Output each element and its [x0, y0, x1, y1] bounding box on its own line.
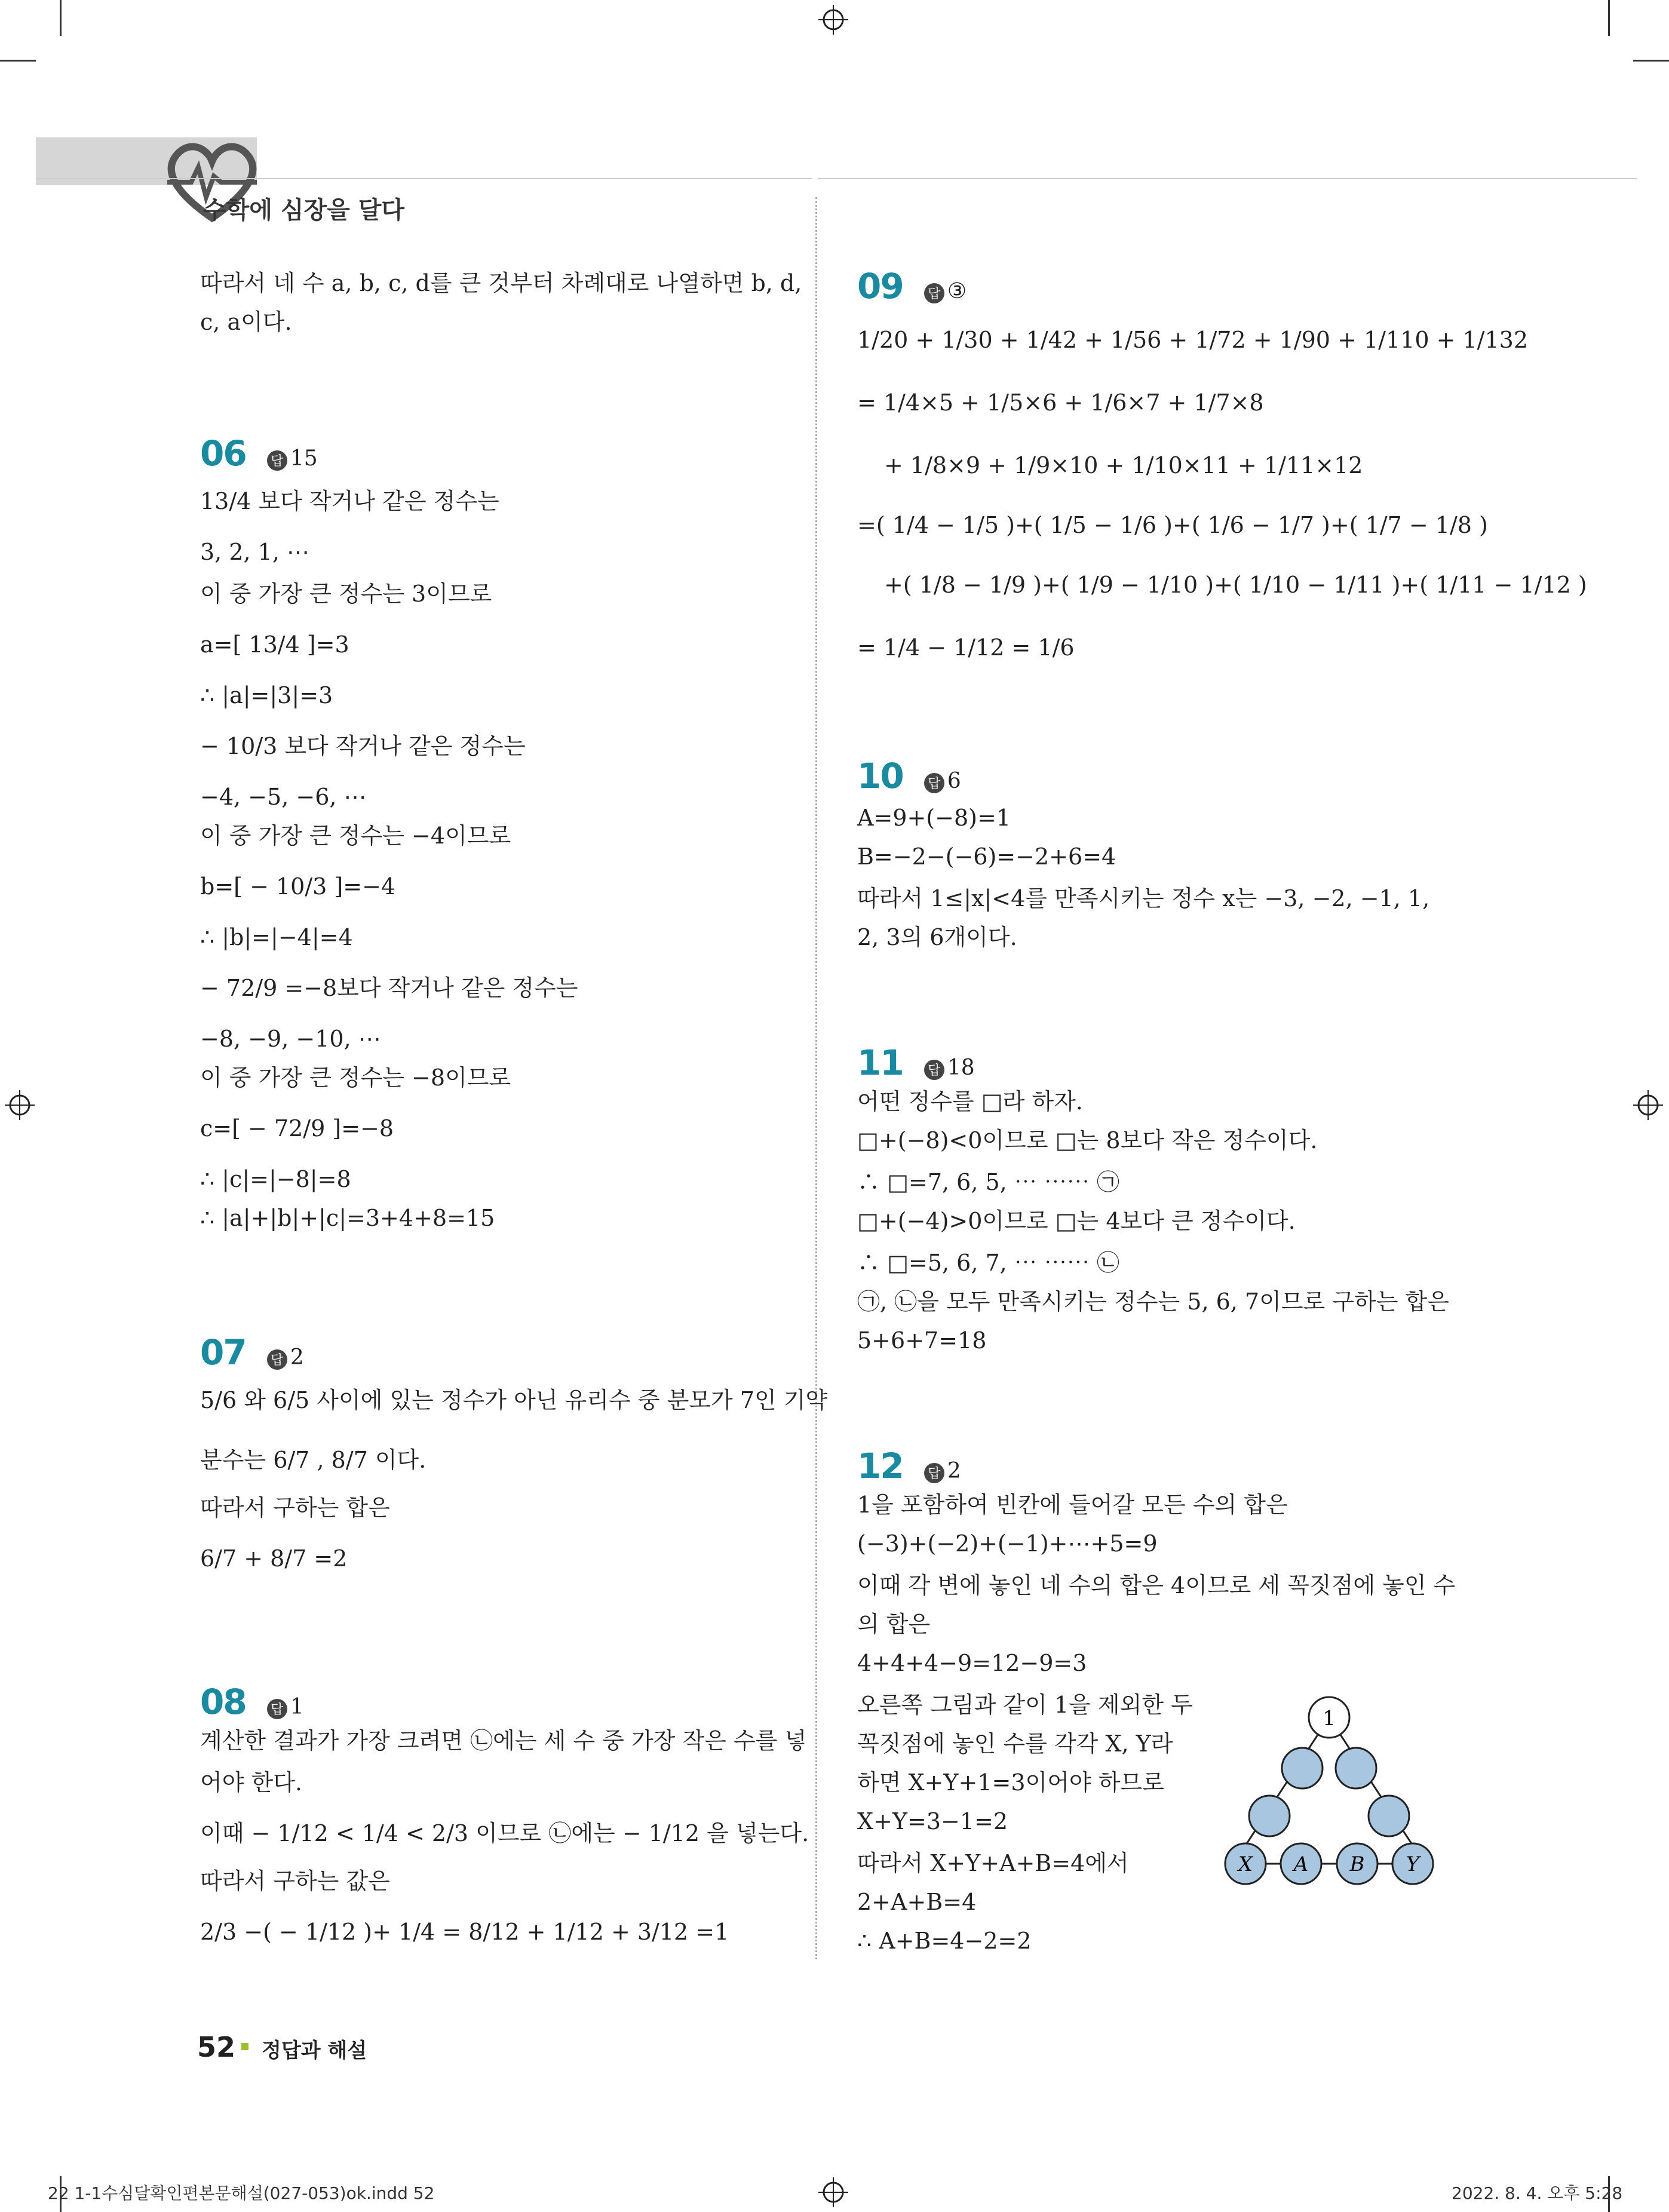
text-line: 따라서 구하는 값은 — [200, 1868, 390, 1894]
text-line: c, a이다. — [200, 309, 292, 335]
text-line: 오른쪽 그림과 같이 1을 제외한 두 — [857, 1692, 1193, 1718]
answer-value: 6 — [947, 769, 961, 793]
problem-number: 11 — [857, 1042, 903, 1083]
answer-value: 2 — [290, 1345, 304, 1370]
text-line: a=[ 13/4 ]=3 — [200, 631, 349, 658]
text-line: − 72/9 =−8보다 작거나 같은 정수는 — [200, 975, 578, 1001]
problem-number: 12 — [857, 1446, 903, 1486]
text-line: 따라서 X+Y+A+B=4에서 — [857, 1850, 1129, 1876]
text-line: = 1/4×5 + 1/5×6 + 1/6×7 + 1/7×8 — [857, 389, 1264, 416]
text-line: 2+A+B=4 — [857, 1889, 977, 1915]
text-line: 계산한 결과가 가장 크려면 ㉡에는 세 수 중 가장 작은 수를 넣 — [200, 1728, 807, 1754]
text-line: □+(−4)>0이므로 □는 4보다 큰 정수이다. — [857, 1208, 1296, 1234]
node-blank — [1369, 1796, 1409, 1836]
text-line: 2, 3의 6개이다. — [857, 924, 1017, 950]
answer-badge-icon: 답 — [267, 450, 287, 471]
answer-value: 1 — [290, 1695, 304, 1719]
text-line: 이 중 가장 큰 정수는 −4이므로 — [200, 823, 511, 849]
text-line: 1을 포함하여 빈칸에 들어갈 모든 수의 합은 — [857, 1492, 1288, 1518]
footer-label: 정답과 해설 — [262, 2039, 367, 2063]
header-rule — [36, 178, 812, 179]
text-line: X+Y=3−1=2 — [857, 1808, 1008, 1834]
slug-timestamp: 2022. 8. 4. 오후 5:28 — [1452, 2183, 1623, 2203]
answer-badge-icon: 답 — [924, 773, 944, 793]
text-line: 이 중 가장 큰 정수는 3이므로 — [200, 581, 492, 607]
header-title: 수학에 심장을 달다 — [203, 197, 404, 224]
node-blank — [1336, 1748, 1376, 1788]
answer-badge-icon: 답 — [924, 283, 944, 303]
text-line: 이때 − 1/12 < 1/4 < 2/3 이므로 ㉡에는 − 1/12 을 넣는다. — [200, 1820, 809, 1846]
text-line: □+(−8)<0이므로 □는 8보다 작은 정수이다. — [857, 1127, 1318, 1153]
crop-mark — [0, 60, 36, 62]
text-line: ㉠, ㉡을 모두 만족시키는 정수는 5, 6, 7이므로 구하는 합은 — [857, 1288, 1449, 1315]
text-line: ∴ |a|+|b|+|c|=3+4+8=15 — [200, 1205, 495, 1231]
header-rule — [818, 178, 1637, 179]
problem-number: 09 — [857, 266, 903, 306]
text-line: 13/4 보다 작거나 같은 정수는 — [200, 488, 499, 514]
text-line: =( 1/4 − 1/5 )+( 1/5 − 1/6 )+( 1/6 − 1/7 )+( 1/7 − 1/8 ) — [857, 512, 1488, 538]
text-line: 이 중 가장 큰 정수는 −8이므로 — [200, 1064, 511, 1091]
answer-value: 18 — [947, 1056, 975, 1080]
text-line: 5+6+7=18 — [857, 1327, 987, 1354]
text-line: 꼭짓점에 놓인 수를 각각 X, Y라 — [857, 1731, 1173, 1757]
registration-mark-icon — [1633, 1090, 1663, 1120]
text-line: −4, −5, −6, ⋯ — [200, 784, 367, 810]
problem-number: 10 — [857, 756, 903, 796]
text-line: 3, 2, 1, ⋯ — [200, 539, 310, 565]
text-line: + 1/8×9 + 1/9×10 + 1/10×11 + 1/11×12 — [884, 452, 1363, 478]
crop-mark — [60, 0, 62, 36]
node-x-label: X — [1238, 1852, 1253, 1876]
text-line: ∴ A+B=4−2=2 — [857, 1928, 1032, 1954]
text-line: (−3)+(−2)+(−1)+⋯+5=9 — [857, 1530, 1158, 1557]
text-line: ∴ □=7, 6, 5, ⋯ ⋯⋯ ㉠ — [857, 1169, 1119, 1195]
text-line: 분수는 6/7 , 8/7 이다. — [200, 1447, 427, 1473]
problem-number: 07 — [200, 1332, 246, 1373]
answer-badge-icon: 답 — [924, 1060, 944, 1080]
text-line: B=−2−(−6)=−2+6=4 — [857, 843, 1116, 870]
crop-mark — [1608, 0, 1610, 36]
crop-mark — [1633, 60, 1669, 62]
text-line: +( 1/8 − 1/9 )+( 1/9 − 1/10 )+( 1/10 − 1/11 )+( 1/11 − 1/12 ) — [884, 572, 1587, 598]
text-line: 어야 한다. — [200, 1769, 302, 1796]
registration-mark-icon — [818, 5, 848, 35]
text-line: = 1/4 − 1/12 = 1/6 — [857, 634, 1075, 661]
answer-badge-icon: 답 — [924, 1463, 944, 1483]
registration-mark-icon — [818, 2177, 848, 2207]
text-line: b=[ − 10/3 ]=−4 — [200, 873, 396, 900]
node-blank — [1249, 1796, 1290, 1836]
text-line: 따라서 1≤|x|<4를 만족시키는 정수 x는 −3, −2, −1, 1, — [857, 885, 1430, 912]
text-line: 2/3 −( − 1/12 )+ 1/4 = 8/12 + 1/12 + 3/12 =1 — [200, 1919, 729, 1945]
slug-file: 22 1-1수심달확인편본문해설(027-053)ok.indd 52 — [48, 2183, 435, 2203]
node-y-label: Y — [1406, 1852, 1420, 1876]
text-line: ∴ □=5, 6, 7, ⋯ ⋯⋯ ㉡ — [857, 1250, 1119, 1276]
problem-number: 06 — [200, 433, 246, 474]
page-number: 52 — [197, 2031, 236, 2063]
node-b-label: B — [1349, 1852, 1365, 1876]
text-line: c=[ − 72/9 ]=−8 — [200, 1115, 394, 1142]
node-top-label: 1 — [1323, 1707, 1336, 1731]
text-line: 의 합은 — [857, 1611, 931, 1637]
text-line: 1/20 + 1/30 + 1/42 + 1/56 + 1/72 + 1/90 + 1/110 + 1/132 — [857, 327, 1529, 353]
text-line: A=9+(−8)=1 — [857, 805, 1011, 831]
node-a-label: A — [1293, 1852, 1309, 1876]
answer-badge-icon: 답 — [267, 1349, 287, 1370]
registration-mark-icon — [5, 1090, 35, 1120]
text-line: ∴ |b|=|−4|=4 — [200, 924, 353, 950]
text-line: 하면 X+Y+1=3이어야 하므로 — [857, 1769, 1164, 1796]
answer-badge-icon: 답 — [267, 1699, 287, 1719]
text-line: 4+4+4−9=12−9=3 — [857, 1650, 1087, 1676]
problem-number: 08 — [200, 1682, 246, 1722]
text-line: 이때 각 변에 놓인 네 수의 합은 4이므로 세 꼭짓점에 놓인 수 — [857, 1572, 1456, 1599]
footer-square-icon — [241, 2043, 248, 2050]
text-line: 따라서 네 수 a, b, c, d를 큰 것부터 차례대로 나열하면 b, d, — [200, 270, 802, 296]
text-line: 5/6 와 6/5 사이에 있는 정수가 아닌 유리수 중 분모가 7인 기약 — [200, 1387, 828, 1413]
text-line: −8, −9, −10, ⋯ — [200, 1026, 381, 1052]
text-line: − 10/3 보다 작거나 같은 정수는 — [200, 733, 526, 759]
text-line: ∴ |a|=|3|=3 — [200, 682, 333, 708]
text-line: ∴ |c|=|−8|=8 — [200, 1166, 351, 1192]
answer-value: 15 — [290, 446, 318, 471]
answer-value: ③ — [947, 279, 967, 303]
text-line: 어떤 정수를 □라 하자. — [857, 1088, 1083, 1115]
answer-value: 2 — [947, 1459, 961, 1483]
triangle-diagram — [1219, 1691, 1440, 1888]
text-line: 6/7 + 8/7 =2 — [200, 1545, 348, 1572]
node-blank — [1282, 1748, 1323, 1788]
column-divider — [815, 197, 817, 1959]
text-line: 따라서 구하는 합은 — [200, 1495, 390, 1521]
